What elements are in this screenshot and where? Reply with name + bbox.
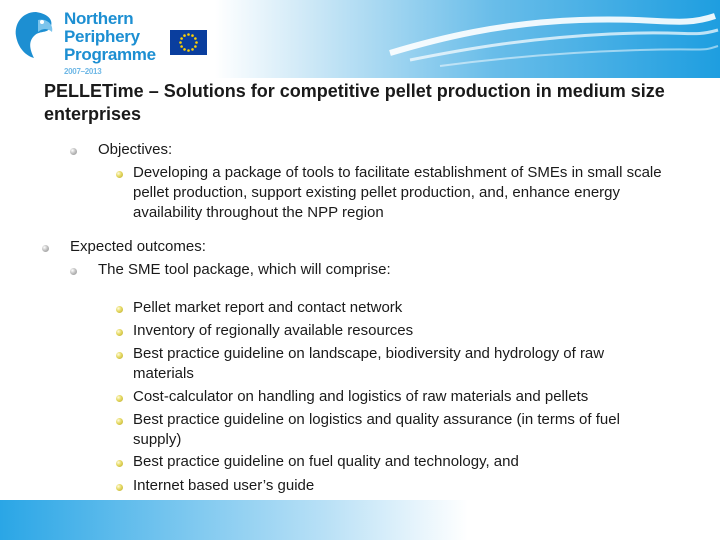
eu-flag-icon <box>170 30 207 55</box>
package-item: Pellet market report and contact network <box>133 299 403 316</box>
bullet-package-item <box>116 352 123 359</box>
bullet-package-item <box>116 484 123 491</box>
bullet-objectives <box>70 148 77 155</box>
wave-graphic <box>380 8 720 68</box>
programme-logo-text <box>64 10 156 77</box>
bullet-package-item <box>116 329 123 336</box>
package-item: Inventory of regionally available resources <box>133 322 414 339</box>
package-item: Cost-calculator on handling and logistics of raw materials and pellets <box>133 388 589 405</box>
bullet-objectives-item <box>116 171 123 178</box>
logo-years: 2007–2013 <box>64 67 102 76</box>
bullet-package-item <box>116 395 123 402</box>
package-item: Best practice guideline on logistics and quality assurance (in terms of fuel supply) <box>133 411 620 448</box>
package-label: The SME tool package, which will comprise: <box>98 261 391 278</box>
logo-line-1: Northern <box>64 9 134 28</box>
bullet-outcomes <box>42 245 49 252</box>
footer-gradient-bar <box>0 500 720 540</box>
package-item: Best practice guideline on landscape, biodiversity and hydrology of raw materials <box>133 345 605 382</box>
bullet-package <box>70 268 77 275</box>
package-item: Internet based user’s guide <box>133 477 315 494</box>
slide-title: PELLETime – Solutions for competitive pellet production in medium size enterprises <box>44 81 665 124</box>
logo-line-2: Periphery <box>64 27 140 46</box>
bullet-package-item <box>116 460 123 467</box>
logo-line-3: Programme <box>64 45 156 64</box>
objectives-label: Objectives: <box>98 141 173 158</box>
outcomes-label: Expected outcomes: <box>70 238 206 255</box>
bullet-package-item <box>116 306 123 313</box>
objectives-item: Developing a package of tools to facilitate establishment of SMEs in small scale pellet production, support existing pellet production, and, enhance energy availability throughout the NPP region <box>133 164 662 221</box>
package-item: Best practice guideline on fuel quality and technology, and <box>133 453 519 470</box>
bird-logo-icon <box>12 10 60 60</box>
header-banner <box>0 0 720 78</box>
bullet-package-item <box>116 418 123 425</box>
